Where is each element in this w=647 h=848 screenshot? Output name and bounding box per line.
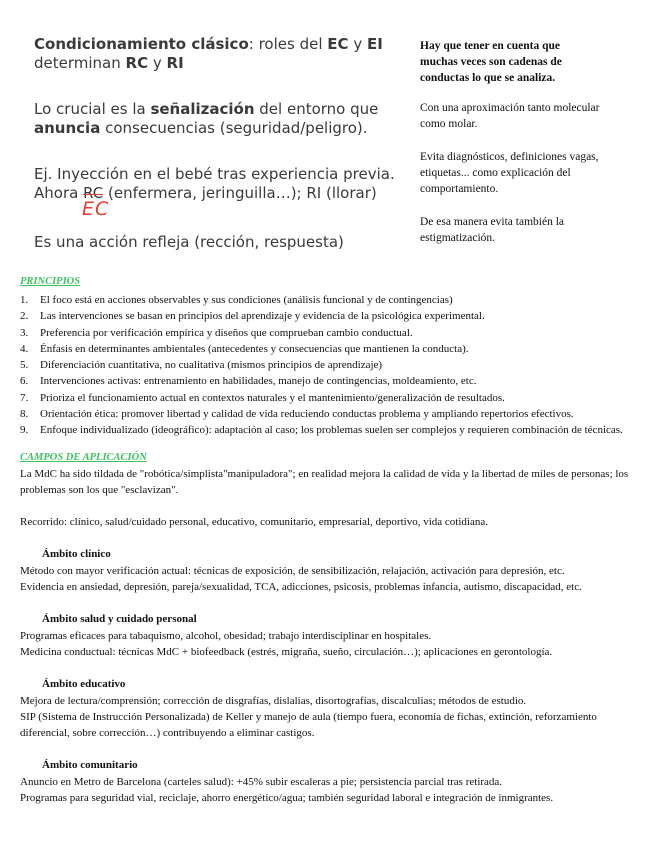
- note-2: Con una aproximación tanto molecular como molar.: [420, 102, 600, 130]
- paragraph-line: Anuncio en Metro de Barcelona (carteles salud): +45% subir escaleras a pie; persistencia parcial tras retirada.: [20, 776, 503, 788]
- text: (enfermera, jeringuilla…); RI (llorar): [103, 184, 377, 202]
- list-number: 9.: [20, 424, 29, 437]
- list-number: 6.: [20, 375, 29, 388]
- paragraph-line: Evidencia en ansiedad, depresión, pareja/sexualidad, TCA, adicciones, psicosis, problemas infancia, autismo, discapacidad, etc.: [20, 581, 582, 593]
- list-text: Preferencia por verificación empírica y diseños que comprueban cambio conductual.: [40, 326, 413, 339]
- list-item: [20, 357, 630, 373]
- paragraph-line: diferencial, sobre corrección…) contribuyendo a eliminar castigos.: [20, 727, 315, 739]
- paragraph-line: SIP (Sistema de Instrucción Personalizada) de Keller y manejo de aula (tiempo fuera, economía de fichas, extinción, reforzamiento: [20, 711, 597, 723]
- note-1: Hay que tener en cuenta que muchas veces son cadenas de conductas lo que se analiza.: [420, 40, 562, 84]
- list-number: 1.: [20, 294, 29, 306]
- paragraph-line: Medicina conductual: técnicas MdC + biofeedback (estrés, migraña, sueño, circulación…); aplicaciones en gerontología.: [20, 646, 553, 658]
- text: y: [348, 35, 367, 53]
- text: y: [148, 54, 167, 72]
- text: Ahora: [34, 184, 84, 202]
- subheading-clinico: Ámbito clínico: [42, 548, 111, 560]
- list-text: Las intervenciones se basan en principios del aprendizaje y evidencia de la psicológica experimental.: [40, 310, 485, 323]
- note-3: Evita diagnósticos, definiciones vagas, etiquetas... como explicación del comportamiento.: [420, 151, 599, 195]
- term-rc: RC: [125, 54, 149, 72]
- slide-line-1: [34, 35, 404, 73]
- text: determinan: [34, 54, 126, 72]
- list-item: [20, 422, 630, 438]
- handwritten-correction: EC: [82, 198, 110, 220]
- section-heading-principios: PRINCIPIOS: [20, 276, 81, 287]
- text: del entorno que: [254, 100, 379, 118]
- subheading-salud: Ámbito salud y cuidado personal: [42, 613, 197, 625]
- note-4: De esa manera evita también la estigmatización.: [420, 216, 564, 244]
- list-text: Orientación ética: promover libertad y calidad de vida reduciendo conductas problema y ampliando repertorios efectivos.: [40, 408, 574, 421]
- list-number: 3.: [20, 326, 29, 339]
- list-number: 2.: [20, 310, 29, 323]
- term-ei: EI: [366, 35, 383, 53]
- term-ec: EC: [327, 35, 349, 53]
- list-text: Énfasis en determinantes ambientales (antecedentes y consecuencias que mantienen la conducta).: [40, 342, 469, 355]
- list-text: Prioriza el funcionamiento actual en contextos naturales y el mantenimiento/generalización de resultados.: [40, 391, 505, 404]
- list-number: 5.: [20, 359, 29, 372]
- list-item: [20, 341, 630, 357]
- text: : roles del: [248, 35, 328, 53]
- text: Ej. Inyección en el bebé tras experiencia previa.: [34, 165, 395, 183]
- term-condicionamiento: Condicionamiento clásico: [34, 35, 249, 53]
- paragraph-line: Método con mayor verificación actual: técnicas de exposición, de sensibilización, relajación, activación para depresión, etc.: [20, 565, 565, 577]
- list-text: Enfoque individualizado (ideográfico): adaptación al caso; los problemas suelen ser complejos y requieren combinación de técnicas.: [40, 424, 623, 437]
- term-senalizacion: señalización: [150, 100, 255, 118]
- list-item: [20, 406, 630, 422]
- term-ri: RI: [166, 54, 184, 72]
- paragraph-line: Mejora de lectura/comprensión; corrección de disgrafías, dislalias, disortografías, discalculias; métodos de estudio.: [20, 695, 527, 707]
- text: Lo crucial es la: [34, 100, 151, 118]
- list-text: Diferenciación cuantitativa, no cualitativa (mismos principios de aprendizaje): [40, 359, 383, 372]
- list-number: 4.: [20, 342, 29, 355]
- paragraph-line: Programas eficaces para tabaquismo, alcohol, obesidad; trabajo interdisciplinar en hospitales.: [20, 630, 432, 642]
- term-anuncia: anuncia: [34, 119, 101, 137]
- paragraph-line: Programas para seguridad vial, reciclaje, ahorro energético/agua; también seguridad laboral e integración de inmigrantes.: [20, 792, 554, 804]
- list-text: El foco está en acciones observables y sus condiciones (análisis funcional y de contingencias): [40, 294, 453, 306]
- slide-line-4: Es una acción refleja (rección, respuesta): [34, 233, 344, 251]
- recorrido-line: Recorrido: clínico, salud/cuidado personal, educativo, comunitario, empresarial, deportivo, vida cotidiana.: [20, 516, 488, 528]
- list-number: 8.: [20, 408, 29, 421]
- list-item: [20, 390, 630, 406]
- principles-list: [20, 292, 630, 439]
- subheading-comunitario: Ámbito comunitario: [42, 759, 138, 771]
- subheading-educativo: Ámbito educativo: [42, 678, 126, 690]
- slide-line-2: [34, 100, 404, 138]
- list-text: Intervenciones activas: entrenamiento en habilidades, manejo de contingencias, moldeamiento, etc.: [40, 375, 477, 388]
- campos-intro-line-1: La MdC ha sido tildada de "robótica/simplista"manipuladora"; en realidad mejora la calidad de vida y la libertad de miles de personas; los: [20, 468, 629, 480]
- list-item: [20, 308, 630, 324]
- text: consecuencias (seguridad/peligro).: [100, 119, 368, 137]
- campos-intro-line-2: problemas son los que "esclavizan".: [20, 484, 179, 496]
- list-item: [20, 373, 630, 389]
- list-item: [20, 325, 630, 341]
- section-heading-campos: CAMPOS DE APLICACIÓN: [20, 452, 147, 463]
- struck-term-rc: RC: [83, 184, 104, 202]
- list-number: 7.: [20, 391, 29, 404]
- list-item: [20, 292, 630, 308]
